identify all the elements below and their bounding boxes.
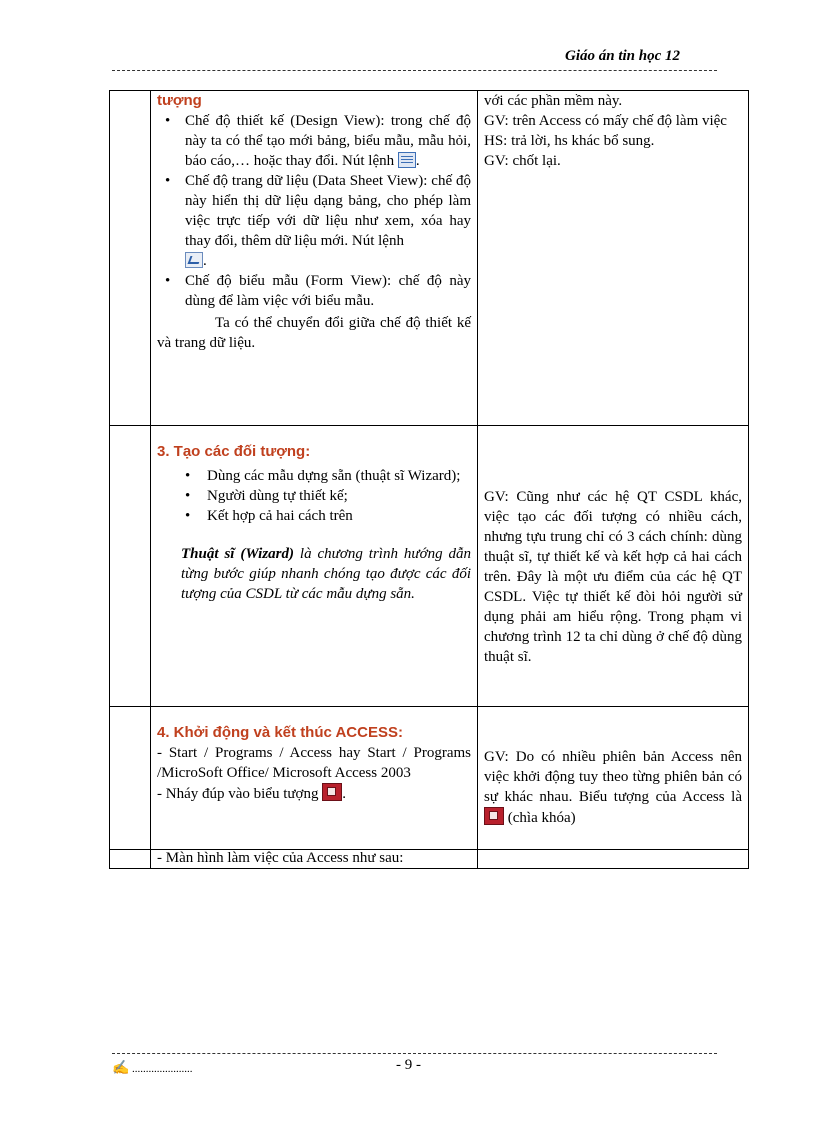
bullet-text: Chế độ biểu mẫu (Form View): chế độ này dùng để làm việc với biểu mẫu.	[185, 273, 471, 309]
list-item: • Dùng các mẫu dựng sẵn (thuật sĩ Wizard);	[207, 466, 471, 486]
double-click-label: - Nháy đúp vào biểu tượng	[157, 786, 319, 802]
access-key-icon	[322, 783, 342, 801]
create-methods-list	[157, 466, 471, 526]
footer-dots: ......................	[132, 1063, 193, 1075]
table-cell-content	[151, 426, 478, 707]
table-cell-content	[151, 91, 478, 426]
mode-list	[157, 111, 471, 311]
lesson-table	[109, 90, 749, 869]
page-number: - 9 -	[396, 1057, 421, 1073]
wizard-definition	[181, 544, 471, 604]
note-text-end: (chìa khóa)	[507, 810, 576, 826]
section-heading: 3. Tạo các đối tượng:	[157, 443, 311, 460]
table-cell-blank	[110, 850, 151, 869]
table-cell-blank	[110, 91, 151, 426]
design-view-icon	[398, 152, 416, 168]
footer-divider	[112, 1053, 717, 1054]
list-item: • Người dùng tự thiết kế;	[207, 486, 471, 506]
pen-icon: ✍	[112, 1061, 130, 1076]
wizard-desc: là chương trình hướng dẫn từng bước giúp nhanh chóng tạo được các đối tượng của CSDL từ các mẫu dựng sẵn.	[181, 546, 472, 602]
line-end: .	[342, 786, 346, 802]
bullet-end: .	[203, 253, 207, 269]
section-heading-tail: tượng	[157, 92, 202, 109]
table-cell-notes	[478, 426, 749, 707]
screen-intro-text: - Màn hình làm việc của Access như sau:	[157, 850, 404, 866]
table-cell-blank	[110, 426, 151, 707]
table-cell-notes	[478, 91, 749, 426]
note-text: GV: Do có nhiều phiên bản Access nên việc khởi động tuy theo từng phiên bản có sự khác nhau. Biểu tượng của Access là	[484, 749, 742, 805]
switch-mode-paragraph: Ta có thể chuyển đổi giữa chế độ thiết kế và trang dữ liệu.	[157, 315, 471, 351]
datasheet-view-icon	[185, 252, 203, 268]
list-item	[185, 171, 471, 271]
table-row	[110, 707, 749, 850]
bullet-text: Chế độ thiết kế (Design View): trong chế độ này ta có thể tạo mới bảng, biểu mẫu, mẫu hỏi, báo cáo,… hoặc thay đổi. Nút lệnh	[185, 113, 471, 169]
bullet-text: Chế độ trang dữ liệu (Data Sheet View): chế độ này hiển thị dữ liệu dạng bảng, cho phép làm việc trực tiếp với dữ liệu như xem, xóa hay thay đổi, thêm dữ liệu mới. Nút lệnh	[185, 173, 471, 249]
header-divider	[112, 70, 717, 71]
table-row	[110, 91, 749, 426]
list-item: • Kết hợp cả hai cách trên	[207, 506, 471, 526]
note-line: với các phần mềm này.	[484, 93, 623, 109]
bullet-end: .	[415, 153, 420, 169]
list-item	[185, 271, 471, 311]
page-header-title: Giáo án tin học 12	[565, 48, 681, 64]
table-cell-content	[151, 850, 478, 869]
table-cell-notes	[478, 707, 749, 850]
wizard-term: Thuật sĩ (Wizard)	[181, 546, 294, 562]
start-path-text: - Start / Programs / Access hay Start / Programs /MicroSoft Office/ Microsoft Access 2003	[157, 745, 471, 781]
note-paragraph	[484, 747, 742, 828]
list-item	[185, 111, 471, 171]
table-cell-blank	[110, 707, 151, 850]
table-row	[110, 426, 749, 707]
note-line: GV: chốt lại.	[484, 153, 561, 169]
note-line: GV: trên Access có mấy chế độ làm việc	[484, 113, 727, 129]
table-cell-content	[151, 707, 478, 850]
access-key-icon	[484, 807, 504, 825]
table-cell-notes	[478, 850, 749, 869]
note-paragraph: GV: Cũng như các hệ QT CSDL khác, việc tạo các đối tượng có nhiều cách, nhưng tựu trung chỉ có 3 cách chính: dùng thuật sĩ, tự thiết kế và kết hợp cả hai cách trên. Đây là một ưu điểm của các hệ QT CSDL. Việc tự thiết kế đòi hỏi người sử dụng phải am hiểu rộng. Trong phạm vi chương trình 12 ta chỉ dùng ở chế độ dùng thuật sĩ.	[484, 489, 742, 665]
double-click-text	[157, 783, 471, 804]
section-heading: 4. Khởi động và kết thúc ACCESS:	[157, 724, 403, 741]
table-row	[110, 850, 749, 869]
note-line: HS: trả lời, hs khác bổ sung.	[484, 133, 655, 149]
